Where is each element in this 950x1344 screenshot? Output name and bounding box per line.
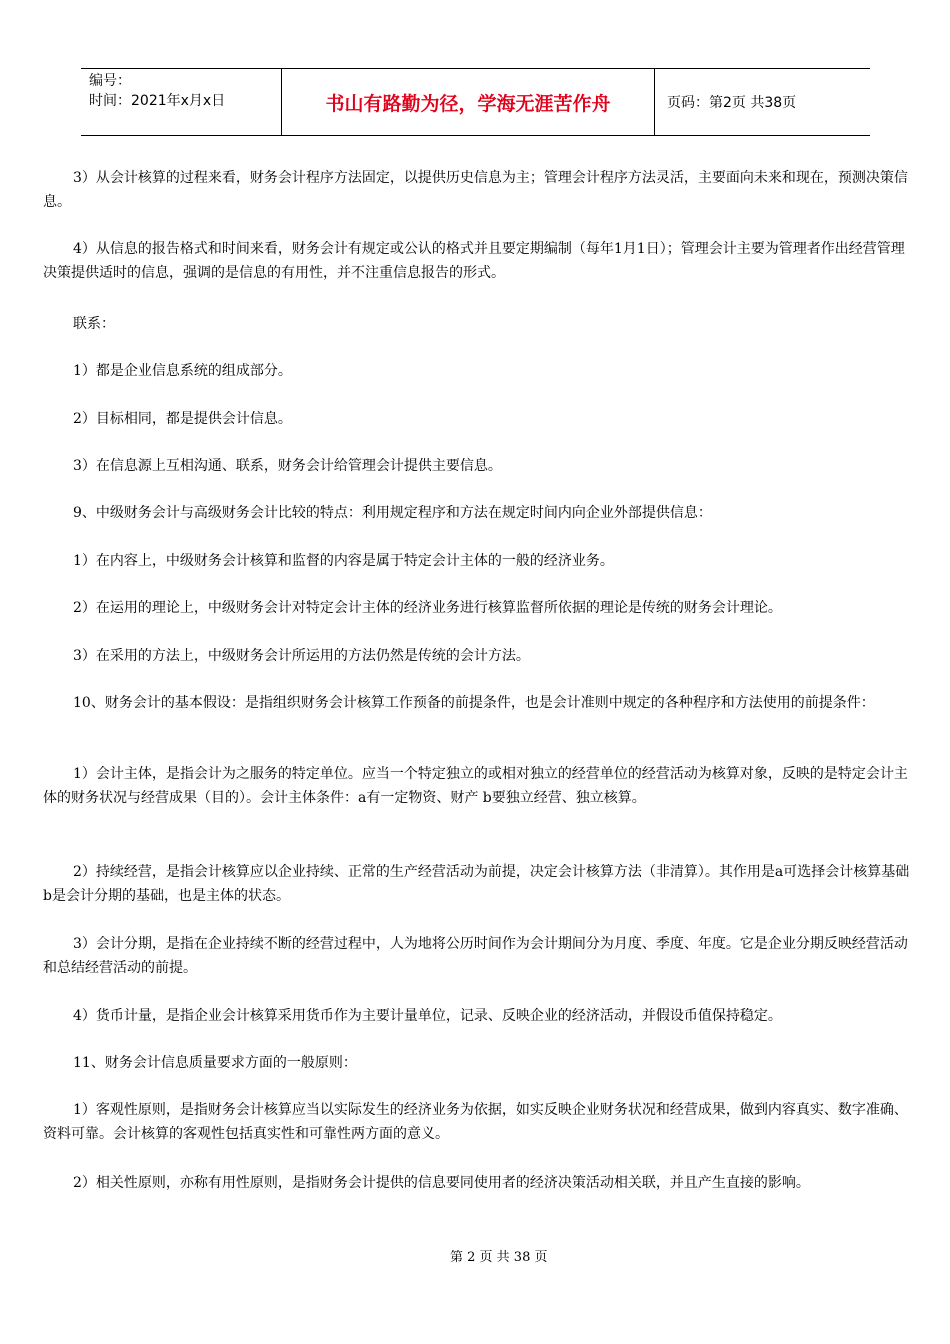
page-footer: 第 2 页 共 38 页: [450, 1250, 548, 1265]
paragraph: 4）货币计量，是指企业会计核算采用货币作为主要计量单位，记录、反映企业的经济活动，并假设币值保持稳定。: [73, 1008, 782, 1024]
paragraph: 3）从会计核算的过程来看，财务会计程序方法固定，以提供历史信息为主；管理会计程序方法灵活，主要面向未来和现在，预测决策信息。: [43, 170, 908, 210]
document-date-label: 时间：2021年x月x日: [89, 93, 226, 109]
paragraph: 1）会计主体，是指会计为之服务的特定单位。应当一个特定独立的或相对独立的经营单位的经营活动为核算对象，反映的是特定会计主体的财务状况与经营成果（目的）。会计主体条件：a有一定物资、财产 b要独立经营、独立核算。: [43, 766, 908, 806]
header-page-number: 页码：第2页 共38页: [667, 95, 797, 111]
header-meta: [81, 69, 282, 135]
paragraph: 3）在采用的方法上，中级财务会计所运用的方法仍然是传统的会计方法。: [73, 648, 530, 664]
paragraph: 联系：: [73, 316, 115, 332]
paragraph: 4）从信息的报告格式和时间来看，财务会计有规定或公认的格式并且要定期编制（每年1月1日）；管理会计主要为管理者作出经营管理决策提供适时的信息，强调的是信息的有用性，并不注重信息报告的形式。: [43, 241, 905, 281]
paragraph: 2）相关性原则，亦称有用性原则，是指财务会计提供的信息要同使用者的经济决策活动相关联，并且产生直接的影响。: [73, 1175, 810, 1191]
paragraph: 2）目标相同，都是提供会计信息。: [73, 411, 292, 427]
paragraph: 3）在信息源上互相沟通、联系，财务会计给管理会计提供主要信息。: [73, 458, 502, 474]
paragraph: 2）持续经营，是指会计核算应以企业持续、正常的生产经营活动为前提，决定会计核算方法（非清算）。其作用是a可选择会计核算基础 b是会计分期的基础，也是主体的状态。: [43, 864, 910, 904]
document-header: [81, 68, 870, 136]
document-number-label: 编号：: [89, 73, 131, 89]
paragraph: 1）都是企业信息系统的组成部分。: [73, 363, 292, 379]
paragraph: 3）会计分期，是指在企业持续不断的经营过程中，人为地将公历时间作为会计期间分为月度、季度、年度。它是企业分期反映经营活动和总结经营活动的前提。: [43, 936, 908, 976]
paragraph: 11、财务会计信息质量要求方面的一般原则：: [73, 1055, 357, 1071]
paragraph: 2）在运用的理论上，中级财务会计对特定会计主体的经济业务进行核算监督所依据的理论是传统的财务会计理论。: [73, 600, 782, 616]
paragraph: 9、中级财务会计与高级财务会计比较的特点：利用规定程序和方法在规定时间内向企业外部提供信息：: [73, 505, 712, 521]
paragraph: 10、财务会计的基本假设：是指组织财务会计核算工作预备的前提条件，也是会计准则中规定的各种程序和方法使用的前提条件：: [73, 695, 875, 711]
header-motto: 书山有路勤为径，学海无涯苦作舟: [282, 69, 655, 135]
paragraph: 1）在内容上，中级财务会计核算和监督的内容是属于特定会计主体的一般的经济业务。: [73, 553, 614, 569]
paragraph: 1）客观性原则，是指财务会计核算应当以实际发生的经济业务为依据，如实反映企业财务状况和经营成果，做到内容真实、数字准确、资料可靠。会计核算的客观性包括真实性和可靠性两方面的意义。: [43, 1102, 908, 1142]
